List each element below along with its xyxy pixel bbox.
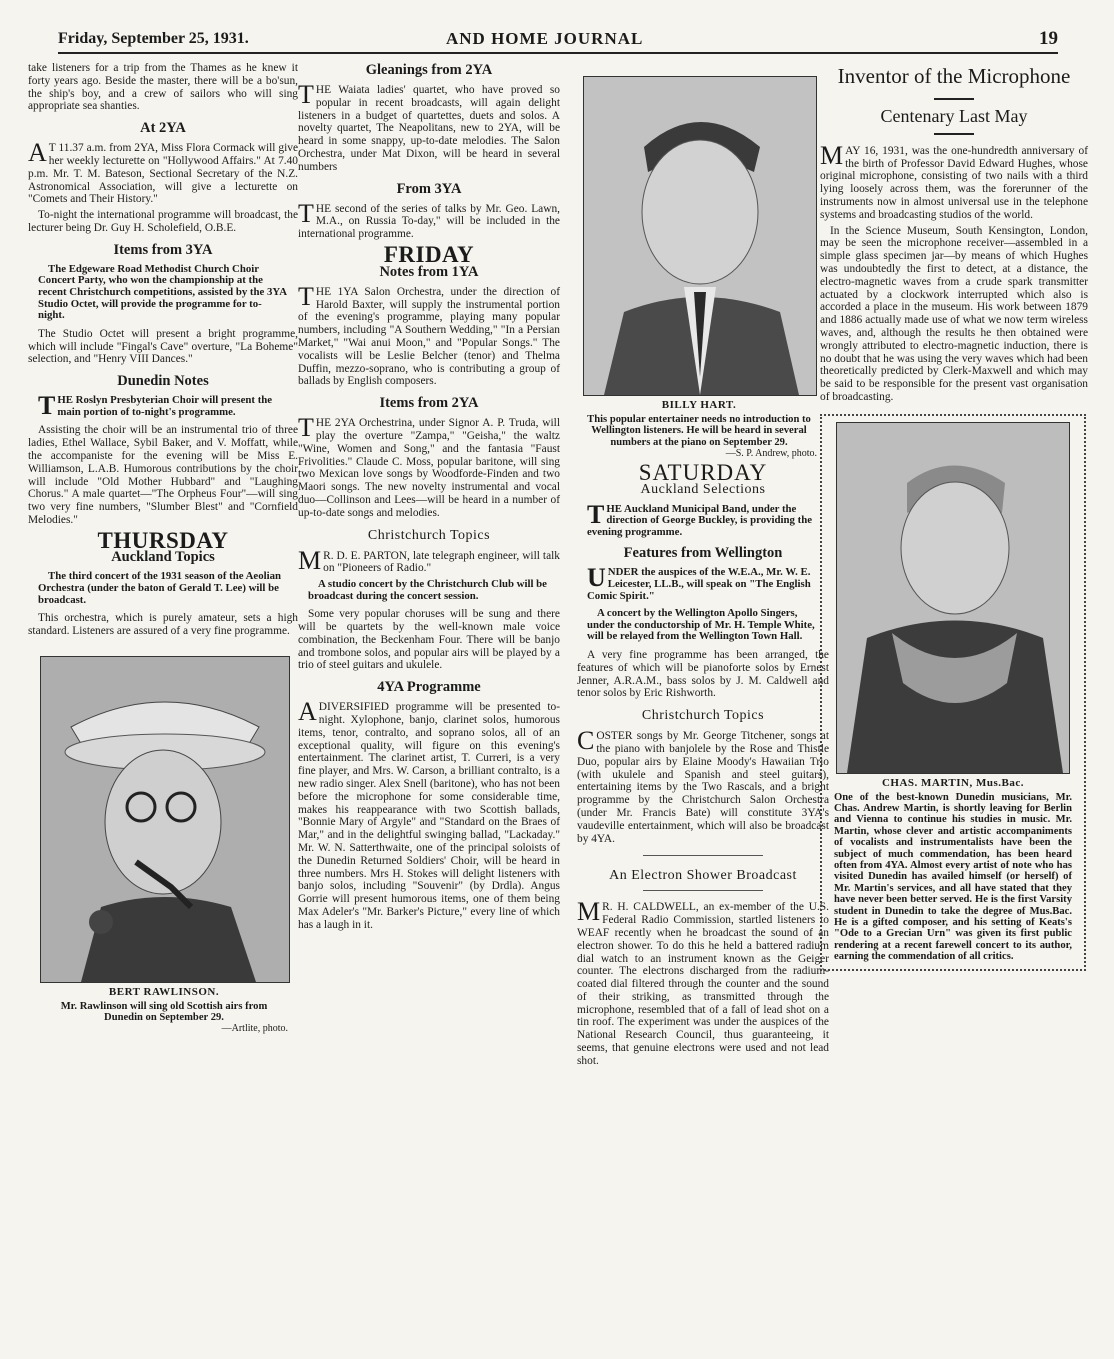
column-4: [820, 62, 1088, 971]
notes-1ya-paragraph: THE 1YA Salon Orchestra, under the direction of Harold Baxter, will supply the instrumental portion of the evening's programme, playing many popular numbers, including "A Southern Wedding," "In a Persian Market," "Wai anui Moon," and "Popular Songs." The vocalists will be Leslie Belcher (tenor) and Thelma Duffin, mezzo-soprano, who is contributing a group of ballads by English composers.: [298, 281, 560, 388]
column-2: [298, 62, 560, 935]
items-2ya-paragraph: THE 2YA Orchestrina, under Signor A. P. Truda, will play the overture "Zampa," "Geisha," the waltz "Wine, Women and Song," and the fantasia "Faust Frivolities." Claude C. Moss, popular baritone, will sing two Mexican love songs by Woodforde-Finden and two Maori songs. The new novelty instrumental and vocal duo—Collinson and Lees—will be heard in a number of up-to-date songs and melodies.: [298, 413, 560, 519]
christchurch-paragraph: MR. D. E. PARTON, late telegraph engineer, will talk on "Pioneers of Radio.": [298, 545, 560, 575]
electron-paragraph: MR. H. CALDWELL, an ex-member of the U.S. Federal Radio Commission, startled listeners to WEAF recently when he broadcast the sound of an electron shower. To do this he held a battered radium dial watch to an instrument known as the Geiger counter. The electrons discharged from the radium-coated dial filtered through the counter and the sound of their striking, as transmitted through the microphone, resembled that of a fall of lead shot on a tin roof. The experiment was under the auspices of the National Research Council, thus guaranteeing, it seems, that genuine electrons were used and not lead shot.: [577, 897, 829, 1067]
auckland-lead: The third concert of the 1931 season of the Aeolian Orchestra (under the baton of Gerald T. Lee) will be broadcast.: [38, 570, 282, 606]
heading-saturday: SATURDAY: [638, 459, 768, 485]
portrait-image: [41, 657, 289, 982]
christchurch-lead: A studio concert by the Christchurch Club will be broadcast during the concert session.: [308, 578, 547, 602]
heading-gleanings-2ya: Gleanings from 2YA: [365, 62, 493, 78]
4ya-paragraph: ADIVERSIFIED programme will be presented to-night. Xylophone, banjo, clarinet solos, humorous items, tenor, contralto, and soprano solos, all of an exceptional quality, will figure on this evening's entertainment. The clarinet artist, T. Curreri, is a very fine player, and Mrs. W. Carson, a brilliant contralto, is a new radio singer. Alex Snell (baritone), who has not been before the microphone for some considerable time, makes his reappearance with two Scottish ballads, "Bonnie Mary of Argyle" and "Standard on the Braes of Mar," and in the delightful swinging ballad, "Lackaday." Mr. W. N. Satterthwaite, one of the principal soloists of the Dunedin Returned Soldiers' Choir, will be heard in three numbers. Mrs H. Stokes will delight listeners with banjo solos, including "Souvenir" (by Drdla). Angus Gorrie will present humorous items, one of them being Max Adeler's "Mr. Barker's Picture," every line of which has a laugh in it.: [298, 697, 560, 931]
photo-caption-name: CHAS. MARTIN, Mus.Bac.: [881, 776, 1024, 789]
heading-christchurch-topics: Christchurch Topics: [367, 527, 491, 543]
wellington-lead: UNDER the auspices of the W.E.A., Mr. W. E. Leicester, LL.B., will speak on "The English Comic Spirit.": [587, 563, 811, 602]
heading-auckland-topics: Auckland Topics: [111, 549, 215, 566]
article-title: Inventor of the Microphone: [837, 64, 1071, 88]
article-paragraph-2: In the Science Museum, South Kensington, London, may be seen the microphone receiver—assembled in a simple glass specimen jar—by means of which Hughes was undoubtedly the first to detect, at a distance, the electro-magnetic waves from a crude spark transmitter actuated by a clockwork interrupted which also is accorded a place in the museum. His work between 1879 and 1886 actually made use of what we now term wireless waves, and, although the results he then obtained were wrongly attributed to electro-magnetic induction, there is no doubt that he was using the very waves which had been theoretically predicted by Clerk-Maxwell and which may be said to be responsible for the present vast organisation of broadcasting.: [820, 224, 1088, 403]
heading-auckland-selections: Auckland Selections: [640, 481, 766, 497]
from-3ya-paragraph: THE second of the series of talks by Mr. Geo. Lawn, M.A., on Russia To-day," will be included in the international programme.: [298, 198, 560, 241]
photo-billy-hart: [583, 76, 817, 396]
photo-caption-name: BERT RAWLINSON.: [108, 985, 220, 998]
divider: [643, 855, 763, 856]
heading-items-3ya: Items from 3YA: [113, 241, 213, 258]
divider: [643, 890, 763, 891]
masthead: [58, 26, 1058, 54]
auckland-paragraph: This orchestra, which is purely amateur, sets a high standard. Listeners are assured of a very fine programme.: [28, 612, 298, 638]
column-3: [577, 62, 829, 1071]
photo-chas-martin: [836, 422, 1070, 774]
photo-bert-rawlinson: [40, 656, 290, 983]
heading-thursday: THURSDAY: [97, 527, 229, 553]
divider: [934, 133, 974, 135]
heading-at-2ya: At 2YA: [140, 120, 186, 137]
photo-credit: —S. P. Andrew, photo.: [725, 448, 817, 460]
dunedin-lead: THE Roslyn Presbyterian Choir will present the main portion of to-night's programme.: [38, 391, 273, 421]
page-number: 19: [1039, 28, 1058, 49]
publication-title: AND HOME JOURNAL: [446, 29, 644, 48]
photo-caption: Mr. Rawlinson will sing old Scottish airs from Dunedin on September 29.: [60, 1000, 268, 1024]
photo-credit: —Artlite, photo.: [221, 1023, 288, 1035]
column-1: [28, 62, 298, 1036]
heading-christchurch-topics: Christchurch Topics: [641, 708, 765, 724]
heading-dunedin-notes: Dunedin Notes: [117, 373, 209, 390]
auckland-lead: THE Auckland Municipal Band, under the direction of George Buckley, is providing the evening programme.: [587, 499, 812, 538]
heading-friday: FRIDAY: [383, 241, 475, 267]
divider: [934, 98, 974, 100]
dunedin-paragraph: Assisting the choir will be an instrumental trio of three ladies, Ethel Wallace, Sybil Baker, and V. Moffatt, while the accompaniste for the evening will be Miss E. Williamson, L.A.B. Humorous contributions by the choir will include "Old Mother Hubbard" and "Laughing Chorus." A male quartet—"The Orpheus Four"—will sing two very fine numbers, "Slumber Blest" and "Cornfield Melodies.": [28, 424, 298, 526]
heading-items-2ya: Items from 2YA: [379, 395, 479, 412]
photo-caption: One of the best-known Dunedin musicians, Mr. Chas. Andrew Martin, is shortly leaving for Berlin and Vienna to continue his studies in music. Mr. Martin, whose clever and artistic accompaniments of vocalists and instrumentalists have been the subject of much commendation, has been heard often from 4YA. Almost every artist of note who has visited Dunedin has availed himself (or herself) of Mr. Martin's services, and all have stated that they have never been better served. He is the first Varsity student in Dunedin to take the degree of Mus.Bac. He is a gifted composer, and his setting of Keats's "Ode to a Grecian Urn" was given its first public rendering at a recent farewell concert to its author, earning the commendation of all critics.: [834, 791, 1072, 963]
article-paragraph: MAY 16, 1931, was the one-hundredth anniversary of the birth of Professor David Edward Hughes, whose original microphone, consisting of two nails with a third lying loosely across them, was the forerunner of the instruments now in almost universal use in the telephone systems and broadcasting studios of the world.: [820, 140, 1088, 221]
christchurch-paragraph-2: Some very popular choruses will be sung and there will be quartets by the well-known male voice combination, the Beckenham Four. There will be banjo and trombone solos, and popular airs will be played by a trio of steel guitars and ukulele.: [298, 608, 560, 672]
heading-electron-shower: An Electron Shower Broadcast: [609, 868, 797, 884]
wellington-lead-2: A concert by the Wellington Apollo Singers, under the conductorship of Mr. H. Temple White, will be relayed from the Wellington Town Hall.: [587, 607, 815, 643]
portrait-image: [584, 77, 816, 395]
photo-frame-chas-martin: [820, 414, 1086, 971]
items-3ya-lead: The Edgeware Road Methodist Church Choir Concert Party, who won the championship at the recent Christchurch competitions, assisted by the 3YA Studio Octet, will provide the programme for to-night.: [38, 262, 287, 322]
at-2ya-paragraph: AT 11.37 a.m. from 2YA, Miss Flora Cormack will give her weekly lecturette on "Hollywood Affairs." At 7.40 p.m. Mr. T. M. Bateson, Sectional Secretary of the N.Z. Astronomical Association, will give a lecturette on "Comets and Their History.": [28, 138, 298, 206]
gleanings-paragraph: THE Waiata ladies' quartet, who have proved so popular in recent broadcasts, will again delight listeners in a budget of quartettes, duets and solos. A novelty quartet, The Neapolitans, new to 2YA, will be heard in some snappy, up-to-date melodies. The Salon Orchestra, under Mat Dixon, will be heard in several numbers: [298, 80, 560, 173]
photo-caption: This popular entertainer needs no introduction to Wellington listeners. He will be heard in several numbers at the piano on September 29.: [587, 413, 811, 448]
heading-notes-1ya: Notes from 1YA: [379, 263, 479, 280]
issue-date: Friday, September 25, 1931.: [58, 30, 249, 47]
wellington-paragraph: A very fine programme has been arranged, the features of which will be pianoforte solos by Ernest Jenner, A.R.A.M., bass solos by J. M. Caldwell and tenor solos by Eric Rishworth.: [577, 648, 829, 700]
christchurch-paragraph: COSTER songs by Mr. George Titchener, songs at the piano with banjolele by the Rose and Thistle Duo, popular airs by Elaine Moody's Hawaiian Trio (with ukulele and Spanish and steel guitars), entertaining items by the Two Rascals, and a bright programme by the Christchurch Salon Orchestra (under Mr. Francis Bate) will constitute 3YA's vaudeville entertainment, which will also be broadcast by 4YA.: [577, 726, 829, 845]
heading-from-3ya: From 3YA: [396, 180, 462, 197]
heading-4ya-programme: 4YA Programme: [377, 679, 481, 696]
continued-paragraph: take listeners for a trip from the Thames as he knew it forty years ago. Beside the master, there will be a bo'sun, the ship's boy, and a crew of sailors who will sing appropriate sea shanties.: [28, 62, 298, 113]
portrait-image: [837, 423, 1069, 773]
photo-caption-name: BILLY HART.: [661, 399, 737, 411]
at-2ya-paragraph-2: To-night the international programme will broadcast, the lecturer being Dr. Guy H. Scholefield, O.B.E.: [28, 209, 298, 234]
article-subtitle: Centenary Last May: [880, 106, 1028, 126]
heading-features-wellington: Features from Wellington: [623, 545, 783, 562]
items-3ya-paragraph: The Studio Octet will present a bright programme, which will include "Fingal's Cave" overture, "La Boheme" selection, and "Henry VIII Dances.": [28, 327, 298, 366]
